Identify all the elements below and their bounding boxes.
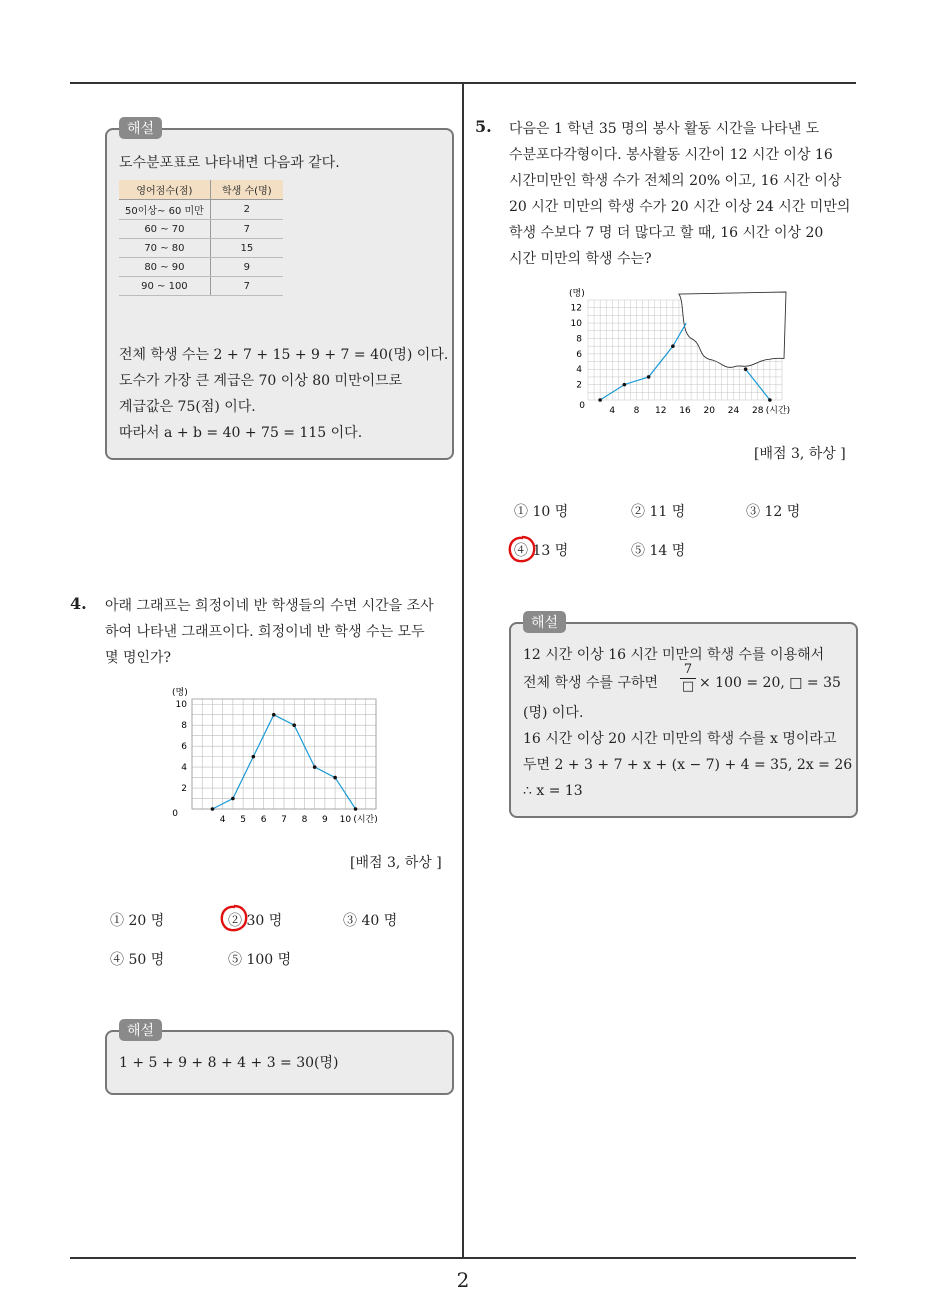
y-tick-label: 10 [570, 319, 582, 330]
question-5-line-2: 수분포다각형이다. 봉사활동 시간이 12 시간 이상 16 [509, 147, 833, 163]
q4-choice-4[interactable]: ④ 50 명 [110, 952, 165, 968]
x-tick-label: 7 [281, 815, 287, 825]
x-tick-label: 24 [727, 406, 740, 416]
table-row [119, 277, 283, 296]
y-tick-label: 2 [181, 784, 187, 795]
x-tick-label: 12 [655, 406, 667, 416]
question-5-line-4: 20 시간 미만의 학생 수가 20 시간 이상 24 시간 미만의 [509, 199, 851, 215]
solution-3-tag: 해설 [119, 117, 162, 139]
x-axis-label: (시간) [765, 406, 791, 416]
y-tick-label: 10 [175, 700, 187, 711]
data-point [211, 807, 215, 811]
table-cell: 50이상~ 60 미만 [119, 200, 210, 220]
data-point [292, 723, 296, 727]
q5-choice-4[interactable]: ④ 13 명 [514, 543, 569, 559]
table-row [119, 258, 283, 277]
solution-5-box [509, 622, 858, 818]
question-4-line-1: 아래 그래프는 희정이네 반 학생들의 수면 시간을 조사 [105, 598, 434, 614]
solution-5-line-3: (명) 이다. [523, 705, 584, 721]
question-5-line-1: 다음은 1 학년 35 명의 봉사 활동 시간을 나타낸 도 [509, 121, 820, 137]
table-cell: 2 [210, 200, 283, 220]
y-tick-label: 8 [181, 721, 187, 732]
bottom-rule [70, 1257, 856, 1259]
x-tick-label: 4 [609, 406, 616, 416]
question-5-line-5: 학생 수보다 7 명 더 많다고 할 때, 16 시간 이상 20 [509, 225, 824, 241]
x-tick-label: 8 [301, 815, 308, 825]
q5-choice-3[interactable]: ③ 12 명 [746, 504, 801, 520]
data-point [272, 713, 276, 717]
sleep-time-chart [160, 685, 410, 830]
x-tick-label: 9 [322, 815, 328, 825]
table-cell: 60 ~ 70 [119, 220, 210, 239]
solution-5-line-5: 두면 2 + 3 + 7 + x + (x − 7) + 4 = 35, 2x = 26 [523, 757, 853, 773]
solution-4-line: 1 + 5 + 9 + 8 + 4 + 3 = 30(명) [119, 1055, 339, 1071]
q4-choice-2[interactable]: ② 30 명 [228, 913, 283, 929]
solution-5-line-6: ∴ x = 13 [523, 783, 583, 799]
q5-choice-5[interactable]: ⑤ 14 명 [631, 543, 686, 559]
y-tick-label: 6 [181, 742, 187, 753]
data-point [744, 367, 748, 371]
data-point [252, 755, 256, 759]
table-header: 영어점수(점) [119, 180, 210, 200]
data-point [333, 776, 337, 780]
x-tick-label: 8 [633, 406, 640, 416]
question-4-number: 4. [70, 594, 87, 613]
volunteer-time-chart [560, 284, 810, 419]
table-cell: 70 ~ 80 [119, 239, 210, 258]
table-cell: 90 ~ 100 [119, 277, 210, 296]
question-4-source: [배점 3, 하상 ] [350, 855, 442, 871]
page-number: 2 [456, 1268, 470, 1292]
y-tick-label: 0 [579, 401, 585, 411]
x-tick-label: 10 [339, 815, 352, 825]
data-point [647, 375, 651, 379]
q5-choice-1[interactable]: ① 10 명 [514, 504, 569, 520]
data-point [231, 797, 235, 801]
table-cell: 7 [210, 220, 283, 239]
x-tick-label: 28 [752, 406, 764, 416]
question-5-line-3: 시간미만인 학생 수가 전체의 20% 이고, 16 시간 이상 [509, 173, 842, 189]
question-5-number: 5. [475, 117, 492, 136]
solution-5-line-2: 전체 학생 수를 구하면 [523, 675, 659, 691]
x-tick-label: 16 [679, 406, 691, 416]
table-cell: 80 ~ 90 [119, 258, 210, 277]
solution-3-intro: 도수분포표로 나타내면 다음과 같다. [119, 155, 340, 171]
y-axis-label: (명) [569, 289, 585, 299]
y-tick-label: 4 [181, 763, 187, 774]
fraction [680, 662, 696, 695]
q4-choice-3[interactable]: ③ 40 명 [343, 913, 398, 929]
x-tick-label: 6 [260, 815, 267, 825]
question-4-line-2: 하여 나타낸 그래프이다. 희정이네 반 학생 수는 모두 [105, 624, 425, 640]
column-divider [462, 84, 464, 1257]
y-tick-label: 2 [576, 380, 582, 391]
y-tick-label: 0 [172, 809, 178, 819]
q4-choice-1[interactable]: ① 20 명 [110, 913, 165, 929]
table-row [119, 239, 283, 258]
y-tick-label: 4 [576, 365, 582, 376]
data-point [354, 807, 358, 811]
fraction-numerator: 7 [680, 662, 696, 679]
solution-3-line-2: 도수가 가장 큰 계급은 70 이상 80 미만이므로 [119, 373, 403, 389]
frequency-table [119, 180, 283, 296]
solution-5-line-1: 12 시간 이상 16 시간 미만의 학생 수를 이용해서 [523, 647, 825, 663]
answer-circle-mark [506, 533, 538, 565]
solution-5-line-2b: × 100 = 20, □ = 35 [699, 675, 841, 691]
data-point [623, 383, 627, 387]
table-row [119, 200, 283, 220]
solution-3-line-1: 전체 학생 수는 2 + 7 + 15 + 9 + 7 = 40(명) 이다. [119, 347, 449, 363]
solution-3-box [105, 128, 454, 460]
y-tick-label: 12 [570, 303, 582, 314]
fraction-denominator: □ [681, 679, 695, 694]
solution-4-tag: 해설 [119, 1019, 162, 1041]
solution-5-tag: 해설 [523, 611, 566, 633]
table-row [119, 220, 283, 239]
q5-choice-2[interactable]: ② 11 명 [631, 504, 686, 520]
solution-3-line-3: 계급값은 75(점) 이다. [119, 399, 256, 415]
question-5-source: [배점 3, 하상 ] [754, 446, 846, 462]
x-axis-label: (시간) [353, 815, 378, 825]
data-point [768, 398, 772, 402]
table-cell: 9 [210, 258, 283, 277]
y-tick-label: 6 [576, 349, 582, 360]
q4-choice-5[interactable]: ⑤ 100 명 [228, 952, 292, 968]
question-5-line-6: 시간 미만의 학생 수는? [509, 251, 652, 267]
y-tick-label: 8 [576, 334, 582, 345]
solution-5-line-4: 16 시간 이상 20 시간 미만의 학생 수를 x 명이라고 [523, 731, 837, 747]
x-tick-label: 5 [240, 815, 246, 825]
table-header: 학생 수(명) [210, 180, 283, 200]
question-4-line-3: 몇 명인가? [105, 650, 172, 666]
table-cell: 7 [210, 277, 283, 296]
answer-circle-mark [218, 902, 250, 934]
solution-3-line-4: 따라서 a + b = 40 + 75 = 115 이다. [119, 425, 363, 441]
data-point [313, 765, 317, 769]
table-cell: 15 [210, 239, 283, 258]
x-tick-label: 20 [703, 406, 715, 416]
torn-region [679, 292, 786, 367]
y-axis-label: (명) [172, 688, 188, 698]
data-point [598, 398, 602, 402]
data-point [671, 344, 675, 348]
x-tick-label: 4 [219, 815, 226, 825]
